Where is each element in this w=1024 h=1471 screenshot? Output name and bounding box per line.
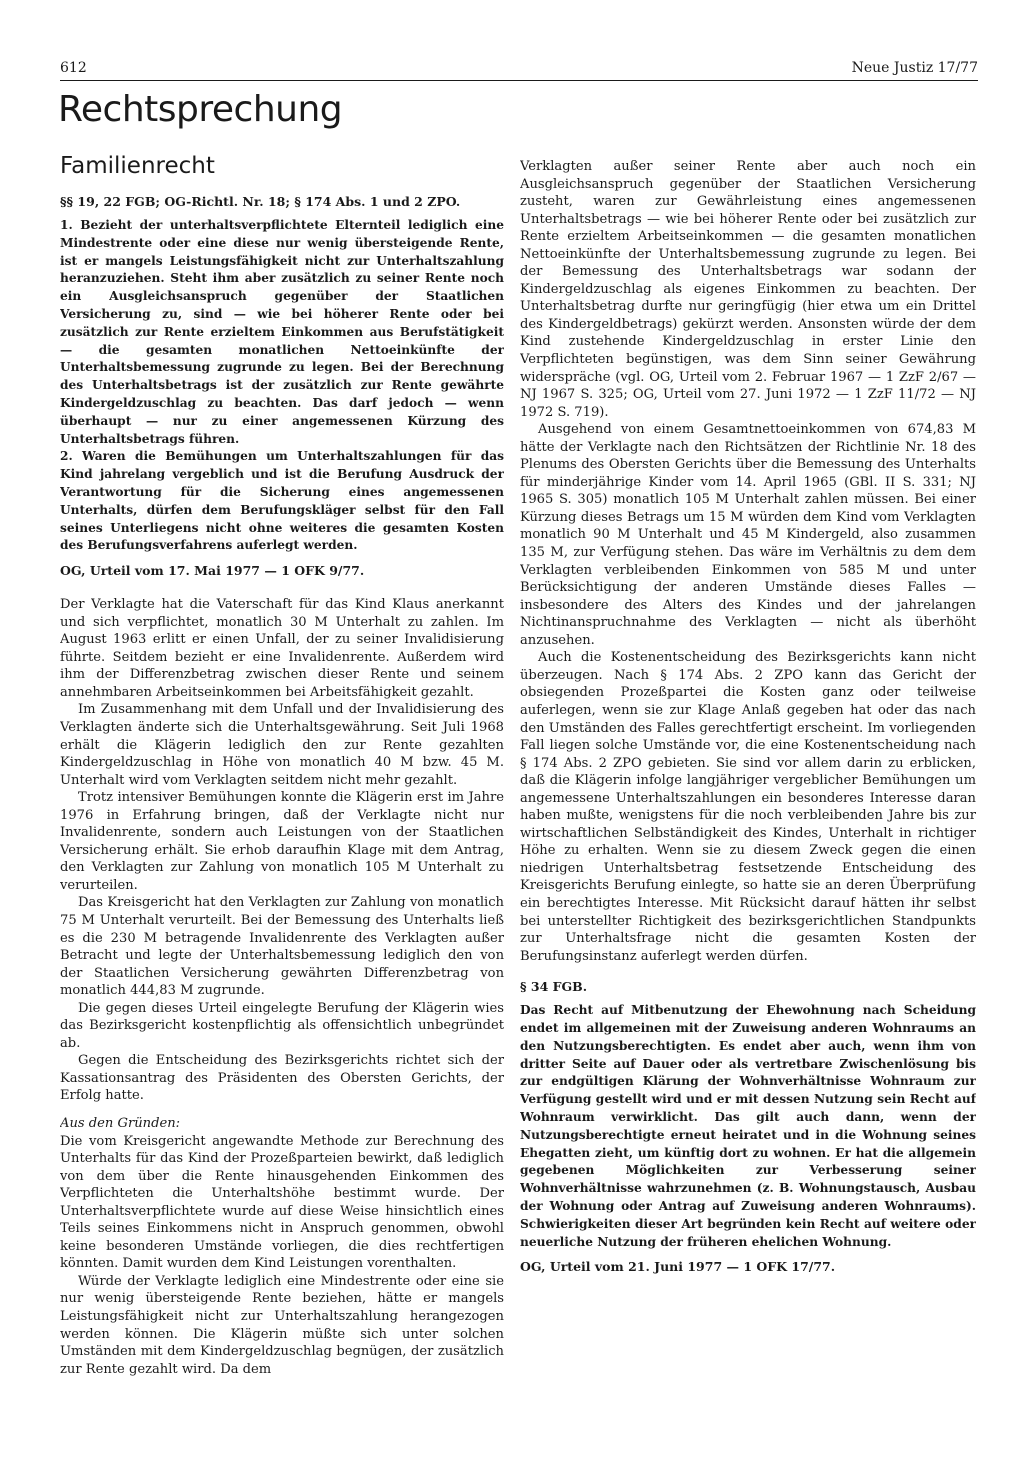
case1-citation: OG, Urteil vom 17. Mai 1977 — 1 OFK 9/77.: [60, 563, 365, 579]
case1-facts-paragraph: Im Zusammenhang mit dem Unfall und der Invalidisierung des Verklagten änderte sich die Unterhaltsgewährung. Seit Juli 1968 erhält die Klägerin lediglich den zur Rente gezahlten Kindergeldzuschlag in Höhe von monatlich 40 M bzw. 45 M. Unterhalt wird vom Verklagten seitdem nicht mehr gezahlt.: [60, 702, 504, 788]
case1-facts-paragraph: Trotz intensiver Bemühungen konnte die Klägerin erst im Jahre 1976 in Erfahrung bringen, daß der Verklagte nicht nur Invalidenrente, sondern auch Leistungen von der Staatlichen Versicherung erhält. Sie erhob daraufhin Klage mit dem Antrag, den Verklagten zur Zahlung von monatlich 105 M Unterhalt zu verurteilen.: [60, 790, 504, 893]
case2-headnote: Das Recht auf Mitbenutzung der Ehewohnung nach Scheidung endet im allgemeinen mit der Zuweisung anderen Wohnraums an den Nutzungsberechtigten. Es endet aber auch, wenn ihm von dritter Seite auf Dauer oder als vertretbare Zwischenlösung bis zur endgültigen Klärung der Wohnverhältnisse Wohnraum zur Verfügung gestellt wird und er mit dessen Nutzung sein Recht auf Wohnraum verwirklicht. Das gilt auch dann, wenn der Nutzungsberechtigte erneut heiratet und in die Wohnung seines Ehegatten zieht, um künftig dort zu wohnen. Er hat die allgemein gegebenen Möglichkeiten zur Verbesserung seiner Wohnverhältnisse wahrzunehmen (z. B. Wohnungstausch, Ausbau der Wohnung oder Antrag auf Zuweisung anderen Wohnraums). Schwierigkeiten dieser Art begründen kein Recht auf weitere oder neuerliche Nutzung der früheren ehelichen Wohnung.: [520, 1003, 976, 1249]
page-number: 612: [60, 60, 87, 76]
header-rule: [60, 80, 978, 81]
case2-citation: OG, Urteil vom 21. Juni 1977 — 1 OFK 17/77.: [520, 1259, 836, 1275]
reasons-paragraph: Ausgehend von einem Gesamtnettoeinkommen von 674,83 M hätte der Verklagte nach den Richtsätzen der Richtlinie Nr. 18 des Plenums des Obersten Gerichts über die Bemessung des Unterhalts für minderjährige Kinder vom 14. April 1965 (GBl. II S. 331; NJ 1965 S. 305) monatlich 105 M Unterhalt zahlen müssen. Bei einer Kürzung dieses Betrags um 15 M würden dem Kind vom Verklagten monatlich 90 M Unterhalt und 45 M Kindergeld, also zusammen 135 M, zur Verfügung stehen. Das wäre im Verhältnis zu dem dem Verklagten verbleibenden Einkommen von 585 M und unter Berücksichtigung der anderen Umstände dieses Falles — insbesondere des Alters des Kindes und der jahrelangen Nichtinanspruchnahme des Verklagten — nicht als überhöht anzusehen.: [520, 422, 976, 648]
reasons-paragraph: Die vom Kreisgericht angewandte Methode zur Berechnung des Unterhalts für das Kind der Prozeßparteien bewirkt, daß lediglich von dem über die Rente hinausgehenden Einkommen des Verpflichteten die Unterhaltshöhe bestimmt wurde. Der Unterhaltsverpflichtete wurde auf diese Weise hinsichtlich eines Teils seines Einkommens nicht in Anspruch genommen, obwohl keine besonderen Umstände vorliegen, die dies rechtfertigen könnten. Damit wurden dem Kind Leistungen vorenthalten.: [60, 1133, 504, 1272]
reasons-heading: Aus den Gründen:: [60, 1116, 181, 1131]
case2-norm: § 34 FGB.: [520, 979, 588, 995]
right-column: [520, 158, 976, 1448]
journal-issue: Neue Justiz 17/77: [851, 60, 978, 76]
case1-facts-paragraph: Der Verklagte hat die Vaterschaft für das Kind Klaus anerkannt und sich verpflichtet, monatlich 30 M Unterhalt zu zahlen. Im August 1963 erlitt er einen Unfall, der zu seiner Invalidisierung führte. Seitdem bezieht er eine Invalidenrente. Außerdem wird ihm der Differenzbetrag zwischen dieser Rente und seinem annehmbaren Arbeitseinkommen bei Arbeitsfähigkeit gezahlt.: [60, 597, 504, 700]
section-title: Rechtsprechung: [58, 89, 343, 130]
case-separator: [520, 965, 976, 977]
case1-headnote-1: 1. Bezieht der unterhaltsverpflichtete Elternteil lediglich eine Mindestrente oder eine diese nur wenig übersteigende Rente, ist er mangels Leistungsfähigkeit nicht zur Unterhaltszahlung heranzuziehen. Steht ihm aber zusätzlich zu seiner Rente noch ein Ausgleichsanspruch gegenüber der Staatlichen Versicherung zu, sind — wie bei höherer Rente oder bei zusätzlich zur Rente erzieltem Einkommen aus Berufstätigkeit — die gesamten monatlichen Nettoeinkünfte der Unterhaltsbemessung zugrunde zu legen. Bei der Berechnung des Unterhaltsbetrags ist der zusätzlich zur Rente gewährte Kindergeldzuschlag zu beachten. Das darf jedoch — wenn überhaupt — nur zu einer angemessenen Kürzung des Unterhaltsbetrags führen.: [60, 218, 504, 446]
case1-facts-paragraph: Das Kreisgericht hat den Verklagten zur Zahlung von monatlich 75 M Unterhalt verurteilt. Bei der Bemessung des Unterhalts ließ es die 230 M betragende Invalidenrente des Verklagten außer Betracht und legte der Unterhaltsbemessung lediglich den von der Staatlichen Versicherung gewährten Differenzbetrag von monatlich 444,83 M zugrunde.: [60, 895, 504, 999]
case1-norm: §§ 19, 22 FGB; OG-Richtl. Nr. 18; § 174 Abs. 1 und 2 ZPO.: [60, 194, 461, 209]
reasons-paragraph: Würde der Verklagte lediglich eine Mindestrente oder eine sie nur wenig übersteigende Rente beziehen, hätte er mangels Leistungsfähigkeit nicht zur Unterhaltszahlung herangezogen werden können. Die Klägerin müßte sich unter solchen Umständen mit dem Kindergeldzuschlag begnügen, der zusätzlich zur Rente gezahlt wird. Da dem: [60, 1273, 504, 1377]
reasons-paragraph: Auch die Kostenentscheidung des Bezirksgerichts kann nicht überzeugen. Nach § 174 Abs. 2 ZPO kann das Gericht der obsiegenden Prozeßpartei die Kosten ganz oder teilweise auferlegen, wenn sie zur Klage Anlaß gegeben hat oder das nach den Umständen des Falles gerechtfertigt erscheint. Im vorliegenden Fall liegen solche Umstände vor, die eine Kostenentscheidung nach § 174 Abs. 2 ZPO gebieten. Sie sind vor allem darin zu erblicken, daß die Klägerin infolge langjähriger vergeblicher Bemühungen um angemessene Unterhaltszahlungen ein besonderes Interesse daran haben mußte, wenigstens für die noch verbleibenden Jahre bis zur wirtschaftlichen Selbständigkeit des Kindes, Unterhalt in richtiger Höhe zu erhalten. Wenn sie zu diesem Zweck gegen die einen niedrigen Unterhaltsbetrag festsetzende Entscheidung des Kreisgerichts Berufung einlegte, so hatte sie an deren Überprüfung ein berechtigtes Interesse. Mit Rücksicht darauf hätten ihr selbst bei unterstellter Richtigkeit des bezirksgerichtlichen Standpunkts zur Unterhaltsfrage nicht die gesamten Kosten der Berufungsinstanz auferlegt werden dürfen.: [520, 650, 976, 964]
case1-facts-paragraph: Gegen die Entscheidung des Bezirksgerichts richtet sich der Kassationsantrag des Präsidenten des Obersten Gerichts, der Erfolg hatte.: [60, 1053, 504, 1104]
subsection-title: Familienrecht: [60, 153, 215, 179]
left-column: [60, 152, 504, 1442]
case1-facts-paragraph: Die gegen dieses Urteil eingelegte Berufung der Klägerin wies das Bezirksgericht kostenpflichtig als offensichtlich unbegründet ab.: [60, 1000, 504, 1051]
case1-headnote-2: 2. Waren die Bemühungen um Unterhaltszahlungen für das Kind jahrelang vergeblich und ist die Berufung Ausdruck der Verantwortung für die Sicherung eines angemessenen Unterhalts, dürfen dem Berufungskläger selbst für den Fall seines Unterliegens nicht ohne weiteres die gesamten Kosten des Berufungsverfahrens auferlegt werden.: [60, 449, 504, 553]
continued-paragraph: Verklagten außer seiner Rente aber auch noch ein Ausgleichsanspruch gegenüber der Staatlichen Versicherung zusteht, waren zur Gewährleistung eines angemessenen Unterhaltsbetrags — wie bei höherer Rente oder bei zusätzlich zur Rente erzieltem Arbeitseinkommen — die gesamten monatlichen Nettoeinkünfte der Unterhaltsbemessung zugrunde zu legen. Bei der Bemessung des Unterhaltsbetrags war sodann der Kindergeldzuschlag als eigenes Einkommen zu beachten. Der Unterhaltsbetrag durfte nur geringfügig (hier etwa um ein Drittel des Kindergeldbetrags) gekürzt werden. Ansonsten würde der dem Kind zustehende Kindergeldzuschlag in erster Linie den Verpflichteten begünstigen, was dem Sinn seiner Gewährung widerspräche (vgl. OG, Urteil vom 2. Februar 1967 — 1 ZzF 2/67 — NJ 1967 S. 325; OG, Urteil vom 27. Juni 1972 — 1 ZzF 11/72 — NJ 1972 S. 719).: [520, 159, 976, 420]
running-head: [60, 60, 978, 80]
